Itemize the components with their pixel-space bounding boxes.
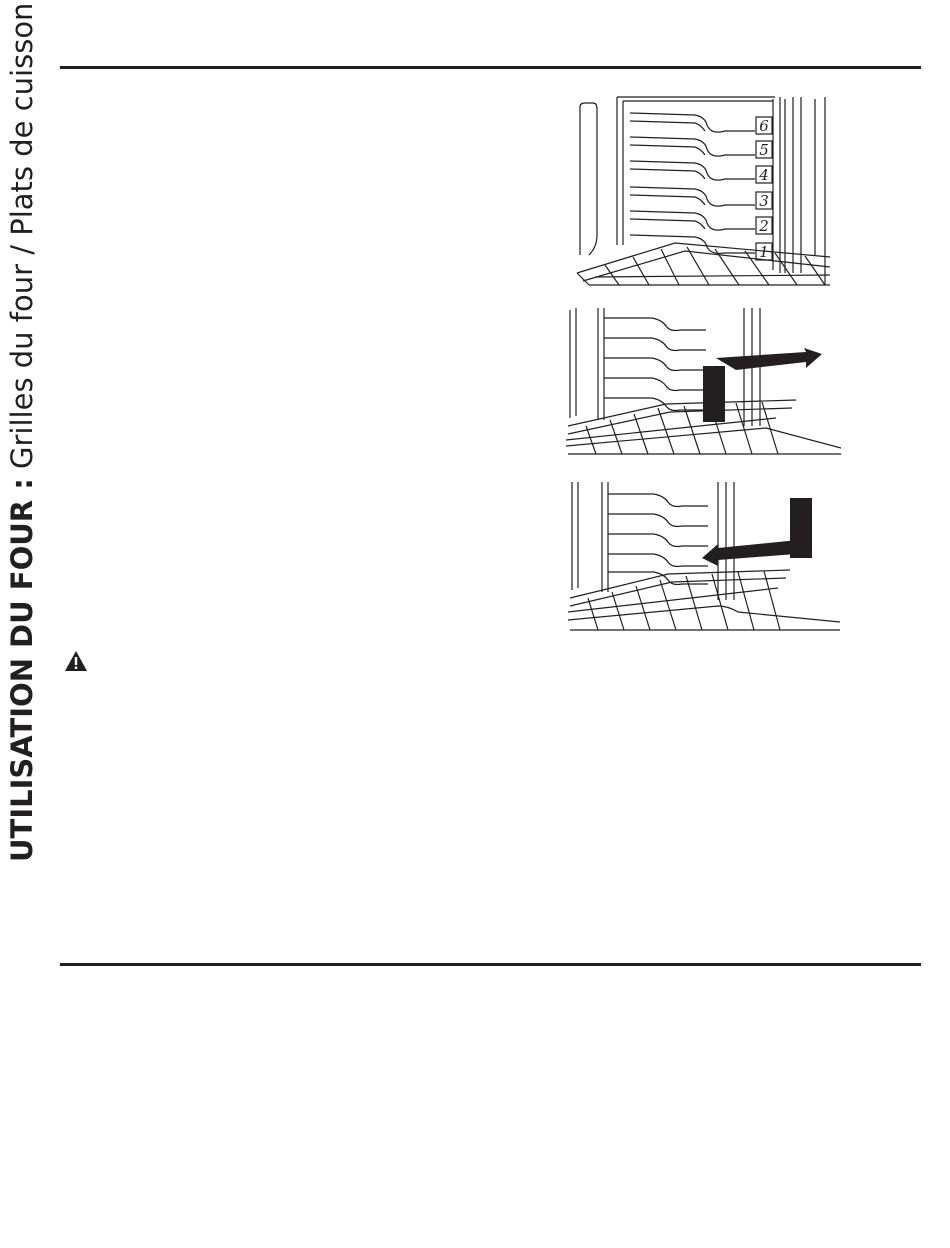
rack-label-3: 3: [759, 192, 769, 210]
section-title: [4, 2, 40, 862]
bottom-rule: [60, 963, 921, 966]
rack-replacement-figure: [568, 482, 840, 632]
section-title-bold: UTILISATION DU FOUR :: [5, 478, 39, 862]
rack-label-6: 6: [759, 117, 769, 135]
rack-removal-figure: [566, 308, 841, 456]
rack-label-4: 4: [759, 166, 769, 184]
rack-label-1: 1: [759, 243, 769, 261]
section-title-light: Grilles du four / Plats de cuisson: [5, 2, 39, 479]
rack-positions-figure: [575, 95, 832, 288]
top-rule: [60, 66, 921, 69]
rack-label-5: 5: [759, 141, 769, 159]
rack-label-2: 2: [759, 217, 769, 235]
warning-triangle-icon: [64, 650, 88, 672]
